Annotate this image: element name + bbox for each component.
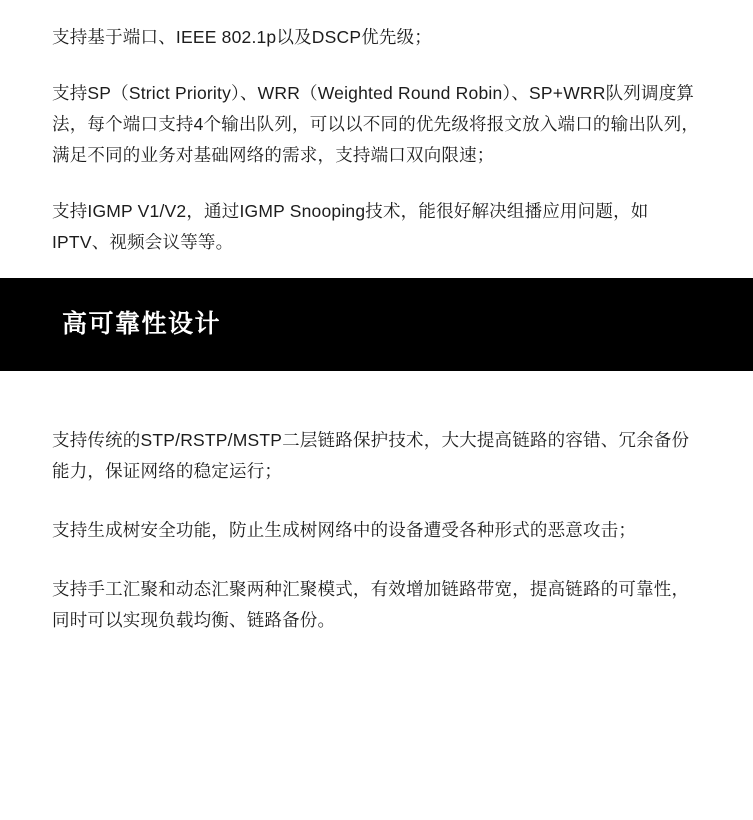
paragraph: 支持手工汇聚和动态汇聚两种汇聚模式，有效增加链路带宽，提高链路的可靠性，同时可以实现负载均衡、链路备份。 — [52, 579, 690, 630]
section-banner-title: 高可靠性设计 — [62, 310, 222, 338]
features-reliability-section — [0, 371, 753, 636]
section-banner — [0, 278, 753, 371]
paragraph: 支持传统的STP/RSTP/MSTP二层链路保护技术，大大提高链路的容错、冗余备份能力，保证网络的稳定运行； — [52, 430, 690, 481]
features-qos-section — [0, 0, 753, 258]
paragraph: 支持基于端口、IEEE 802.1p以及DSCP优先级； — [52, 27, 432, 47]
paragraph: 支持SP（Strict Priority）、WRR（Weighted Round Robin）、SP+WRR队列调度算法，每个端口支持4个输出队列，可以以不同的优先级将报文放入端口的输出队列，满足不同的业务对基础网络的需求，支持端口双向限速； — [52, 83, 700, 165]
paragraph: 支持生成树安全功能，防止生成树网络中的设备遭受各种形式的恶意攻击； — [52, 520, 637, 540]
paragraph: 支持IGMP V1/V2，通过IGMP Snooping技术，能很好解决组播应用问题，如IPTV、视频会议等等。 — [52, 201, 649, 252]
